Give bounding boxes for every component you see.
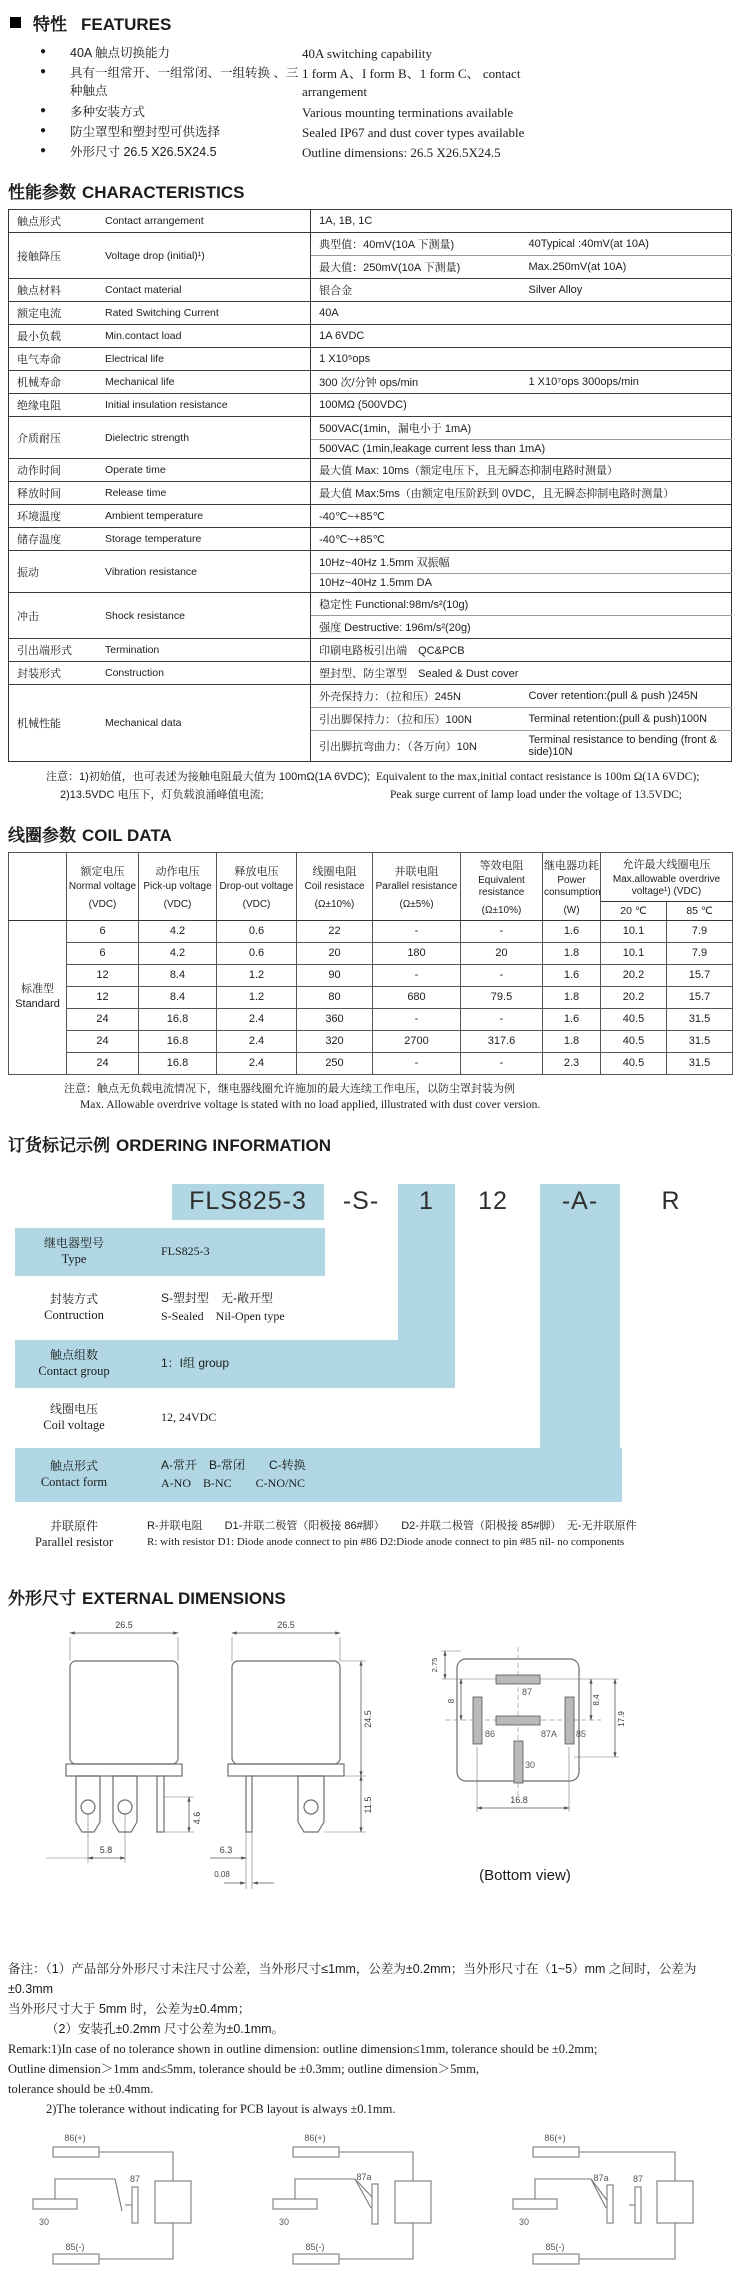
ordering-label-cn: 触点组数 xyxy=(49,1347,98,1362)
dim-label: 16.8 xyxy=(510,1794,528,1805)
coil-cell: 79.5 xyxy=(461,986,543,1008)
bullet-icon: ● xyxy=(40,46,47,57)
coil-cell: 90 xyxy=(297,964,373,986)
coil-title xyxy=(8,821,740,846)
features-title-en: FEATURES xyxy=(81,15,172,34)
feature-item xyxy=(40,104,740,122)
dimensions-title-en: EXTERNAL DIMENSIONS xyxy=(82,1588,286,1608)
coil-note-en: Max. Allowable overdrive voltage is stated with no load applied, illustrated with dust cover version. xyxy=(80,1099,541,1112)
coil-cell: 16.8 xyxy=(139,1030,217,1052)
feature-cn: 40A 触点切换能力 xyxy=(70,46,171,60)
note-cn: 2)13.5VDC 电压下，灯负载浪涌峰值电流; xyxy=(60,788,264,801)
char-row xyxy=(9,279,732,302)
char-value: 100MΩ (500VDC) xyxy=(311,394,732,417)
feature-en: 1 form A、I form B、1 form C、 contact arrangement xyxy=(302,66,521,100)
coil-cell: 2.4 xyxy=(217,1008,297,1030)
char-value: 引出脚抗弯曲力：（各万向）10N xyxy=(311,731,521,762)
char-value: 最大值 Max: 10ms（额定电压下，且无瞬态抑制电路时测量） xyxy=(311,459,732,482)
ordering-value-en: R: with resistor D1: Diode anode connect to pin #86 D2:Diode anode connect to pin #85 nil- no components xyxy=(147,1535,625,1548)
coil-row xyxy=(9,1052,733,1074)
char-value: 40A xyxy=(311,302,732,325)
coil-title-en: COIL DATA xyxy=(82,825,172,845)
ordering-value-en: A-NO B-NC C-NO/NC xyxy=(161,1475,306,1490)
ordering-label-en: Coil voltage xyxy=(43,1418,105,1433)
ordering-value: 12, 24VDC xyxy=(161,1409,217,1424)
coil-header: 释放电压 Drop-out voltage (VDC) xyxy=(217,852,297,920)
dim-label: 4.6 xyxy=(192,1811,202,1824)
char-row xyxy=(9,210,732,233)
char-row xyxy=(9,685,732,708)
coil-cell: - xyxy=(373,920,461,942)
coil-cell: 22 xyxy=(297,920,373,942)
char-label: 封装形式 Construction xyxy=(9,662,311,685)
char-row xyxy=(9,394,732,417)
coil-subheader-20c: 20 ℃ xyxy=(601,901,667,920)
char-row xyxy=(9,551,732,574)
coil-cell: 1.8 xyxy=(543,1030,601,1052)
ordering-value: 1：I组 group xyxy=(161,1355,230,1370)
coil-cell: 10.1 xyxy=(601,942,667,964)
char-value: 300 次/分钟 ops/min xyxy=(311,371,521,394)
remark-line: 当外形尺寸大于 5mm 时，公差为±0.4mm； xyxy=(8,2001,251,2016)
ordering-diagram xyxy=(0,1170,740,1568)
coil-header-overdrive: 允许最大线圈电压 Max.allowable overdrive voltage¹) (VDC) xyxy=(601,852,733,901)
coil-header: 线圈电阻 Coil resistace (Ω±10%) xyxy=(297,852,373,920)
characteristics-notes xyxy=(46,769,740,805)
coil-cell: 12 xyxy=(67,986,139,1008)
coil-header: 等效电阻 Equivalent resistance (Ω±10%) xyxy=(461,852,543,920)
char-row xyxy=(9,325,732,348)
char-row xyxy=(9,348,732,371)
char-value: 500VAC (1min,leakage current less than 1mA) xyxy=(311,440,732,459)
coil-cell: 24 xyxy=(67,1030,139,1052)
coil-cell: - xyxy=(461,964,543,986)
ordering-value-en: S-Sealed Nil-Open type xyxy=(161,1308,285,1323)
coil-cell: 320 xyxy=(297,1030,373,1052)
coil-row xyxy=(9,920,733,942)
note-cn: 注意：1)初始值，也可表述为接触电阻最大值为 100mΩ(1A 6VDC); xyxy=(46,771,371,784)
terminal-label: 86(+) xyxy=(544,2132,566,2143)
char-value: 500VAC(1min，漏电小于 1mA) xyxy=(311,417,732,440)
char-label: 绝缘电阻 Initial insulation resistance xyxy=(9,394,311,417)
char-value: 外壳保持力：（拉和压）245N xyxy=(311,685,521,708)
char-row xyxy=(9,417,732,440)
ordering-value: S-塑封型 无-敞开型 xyxy=(161,1291,273,1306)
bottom-view-caption: (Bottom view) xyxy=(479,1866,571,1884)
char-value: 40Typical :40mV(at 10A) xyxy=(521,233,732,256)
terminal-label: 85(-) xyxy=(65,2241,85,2252)
terminal-label: 85(-) xyxy=(545,2241,565,2252)
note-en: Equivalent to the max,initial contact resistance is 100m Ω(1A 6VDC); xyxy=(376,771,700,784)
dim-label: 26.5 xyxy=(115,1619,133,1630)
coil-cell: 40.5 xyxy=(601,1052,667,1074)
char-value: Terminal retention:(pull & push)100N xyxy=(521,708,732,731)
square-bullet-icon xyxy=(10,17,21,28)
coil-cell: 250 xyxy=(297,1052,373,1074)
char-value: 1A, 1B, 1C xyxy=(311,210,732,233)
characteristics-table xyxy=(8,209,732,762)
coil-table xyxy=(8,852,733,1075)
coil-group-label: 标准型 Standard xyxy=(9,920,67,1074)
feature-en: Sealed IP67 and dust cover types available xyxy=(302,124,525,140)
remark-line: （2）安装孔±0.2mm 尺寸公差为±0.1mm。 xyxy=(46,2021,285,2036)
char-label: 最小负载 Min.contact load xyxy=(9,325,311,348)
coil-cell: 180 xyxy=(373,942,461,964)
dim-label: 24.5 xyxy=(363,1709,373,1728)
coil-cell: 6 xyxy=(67,920,139,942)
coil-cell: 12 xyxy=(67,964,139,986)
remark-line: Remark:1)In case of no tolerance shown in outline dimension: outline dimension≤1mm, tolerance should be ±0.2mm; xyxy=(8,2041,598,2056)
bullet-icon: ● xyxy=(40,66,47,78)
ordering-code-contact-group: 1 xyxy=(398,1184,455,1220)
ordering-row-parallel-resistor xyxy=(15,1508,727,1562)
coil-cell: 2.3 xyxy=(543,1052,601,1074)
ordering-label-cn: 线圈电压 xyxy=(49,1401,98,1416)
ordering-label-en: Contruction xyxy=(44,1308,104,1323)
coil-cell: 0.6 xyxy=(217,920,297,942)
coil-header-row xyxy=(9,852,733,901)
char-row xyxy=(9,505,732,528)
terminal-label: 86(+) xyxy=(64,2132,86,2143)
char-value: 引出脚保持力：（拉和压）100N xyxy=(311,708,521,731)
coil-cell: 7.9 xyxy=(667,942,733,964)
char-label: 释放时间 Release time xyxy=(9,482,311,505)
ordering-value: A-常开 B-常闭 C-转换 xyxy=(161,1458,306,1473)
coil-cell: 15.7 xyxy=(667,964,733,986)
coil-cell: 1.6 xyxy=(543,964,601,986)
ordering-code-construction: -S- xyxy=(342,1187,380,1215)
char-label: 机械寿命 Mechanical life xyxy=(9,371,311,394)
char-value: 1A 6VDC xyxy=(311,325,732,348)
ordering-title xyxy=(8,1131,740,1156)
char-value: 稳定性 Functional:98m/s²(10g) xyxy=(311,593,732,616)
coil-header: 继电器功耗 Power consumption (W) xyxy=(543,852,601,920)
pin-label: 87A xyxy=(541,1728,558,1739)
char-label: 振动 Vibration resistance xyxy=(9,551,311,593)
ordering-code-type: FLS825-3 xyxy=(172,1184,324,1220)
coil-row xyxy=(9,1008,733,1030)
remark-block xyxy=(8,1959,740,2119)
terminal-label: 87a xyxy=(593,2172,609,2183)
coil-cell: 40.5 xyxy=(601,1008,667,1030)
ordering-row-type xyxy=(15,1228,325,1276)
char-row xyxy=(9,528,732,551)
coil-header: 额定电压 Normal voltage (VDC) xyxy=(67,852,139,920)
ordering-label-cn: 继电器型号 xyxy=(43,1235,104,1250)
coil-cell: 80 xyxy=(297,986,373,1008)
char-value: 强度 Destructive: 196m/s²(20g) xyxy=(311,616,732,639)
dimensions-title-cn: 外形尺寸 xyxy=(8,1588,76,1608)
feature-item xyxy=(40,144,740,162)
coil-cell: 1.6 xyxy=(543,1008,601,1030)
dim-label: 8.4 xyxy=(592,1693,601,1706)
ordering-label-cn: 触点形式 xyxy=(49,1458,98,1473)
dimensions-title xyxy=(8,1584,740,1609)
feature-en: Outline dimensions: 26.5 X26.5X24.5 xyxy=(302,144,501,160)
ordering-label-en: Parallel resistor xyxy=(34,1535,114,1550)
pin-label: 86 xyxy=(485,1728,496,1739)
wiring-diagram-form-a xyxy=(25,2129,235,2269)
coil-cell: 20 xyxy=(297,942,373,964)
coil-cell: - xyxy=(461,920,543,942)
coil-cell: 16.8 xyxy=(139,1052,217,1074)
note-en: Peak surge current of lamp load under the voltage of 13.5VDC; xyxy=(390,788,683,801)
dim-label: 6.3 xyxy=(219,1844,233,1855)
pin-label: 87 xyxy=(522,1686,533,1697)
coil-cell: 31.5 xyxy=(667,1030,733,1052)
coil-header: 动作电压 Pick-up voltage (VDC) xyxy=(139,852,217,920)
front-view-drawing xyxy=(40,1615,210,1930)
coil-cell: 1.8 xyxy=(543,942,601,964)
characteristics-title-en: CHARACTERISTICS xyxy=(82,183,245,203)
coil-cell: 1.2 xyxy=(217,986,297,1008)
side-view-drawing xyxy=(198,1615,378,1930)
char-row xyxy=(9,233,732,256)
coil-cell: 680 xyxy=(373,986,461,1008)
feature-cn: 防尘罩型和塑封型可供选择 xyxy=(70,124,221,139)
dim-label: 11.5 xyxy=(363,1796,373,1813)
char-value: Silver Alloy xyxy=(521,279,732,302)
coil-cell: 360 xyxy=(297,1008,373,1030)
feature-item xyxy=(40,45,740,63)
coil-cell: 24 xyxy=(67,1052,139,1074)
dim-label: 5.8 xyxy=(99,1844,113,1855)
char-value: 最大值：250mV(10A 下测量) xyxy=(311,256,521,279)
coil-cell: 20.2 xyxy=(601,986,667,1008)
feature-en: 40A switching capability xyxy=(302,46,432,61)
coil-cell: 317.6 xyxy=(461,1030,543,1052)
coil-cell: 4.2 xyxy=(139,920,217,942)
terminal-label: 87 xyxy=(129,2173,141,2184)
char-label: 额定电流 Rated Switching Current xyxy=(9,302,311,325)
remark-line: 备注：（1）产品部分外形尺寸未注尺寸公差，当外形尺寸≤1mm，公差为±0.2mm；当外形尺寸在（1~5）mm 之间时，公差为±0.3mm xyxy=(8,1961,697,1996)
coil-title-cn: 线圈参数 xyxy=(8,825,76,845)
coil-cell: 31.5 xyxy=(667,1008,733,1030)
features-title-cn: 特性 xyxy=(33,15,67,34)
coil-note-cn: 注意：触点无负载电流情况下，继电器线圈允许施加的最大连续工作电压，以防尘罩封装为例 xyxy=(64,1082,515,1095)
coil-row xyxy=(9,964,733,986)
ordering-label-cn: 并联原件 xyxy=(49,1518,98,1533)
coil-subheader-85c: 85 ℃ xyxy=(667,901,733,920)
char-value: -40℃~+85℃ xyxy=(311,528,732,551)
pin-label: 30 xyxy=(525,1759,536,1770)
coil-cell: 4.2 xyxy=(139,942,217,964)
char-value: 10Hz~40Hz 1.5mm DA xyxy=(311,574,732,593)
feature-cn: 具有一组常开、一组常闭、一组转换 、三种触点 xyxy=(70,66,299,98)
features-list xyxy=(0,45,740,162)
char-value: Max.250mV(at 10A) xyxy=(521,256,732,279)
char-label: 触点形式 Contact arrangement xyxy=(9,210,311,233)
ordering-row-contact-group xyxy=(15,1340,455,1388)
char-row xyxy=(9,371,732,394)
terminal-label: 30 xyxy=(39,2216,50,2227)
terminal-label: 30 xyxy=(519,2216,530,2227)
coil-cell: 1.2 xyxy=(217,964,297,986)
char-label: 引出端形式 Termination xyxy=(9,639,311,662)
feature-en: Various mounting terminations available xyxy=(302,104,514,120)
char-row xyxy=(9,593,732,616)
char-value: 最大值 Max:5ms（由额定电压阶跃到 0VDC，且无瞬态抑制电路时测量） xyxy=(311,482,732,505)
ordering-row-construction xyxy=(15,1282,635,1334)
feature-cn: 外形尺寸 26.5 X26.5X24.5 xyxy=(70,144,217,159)
char-value: 印刷电路板引出端 QC&PCB xyxy=(311,639,732,662)
terminal-label: 85(-) xyxy=(305,2241,325,2252)
char-value: Terminal resistance to bending (front & side)10N xyxy=(521,731,732,762)
char-value: 1 X10⁵ops xyxy=(311,348,732,371)
coil-cell: 31.5 xyxy=(667,1052,733,1074)
bullet-icon: ● xyxy=(40,144,47,156)
coil-cell: 20 xyxy=(461,942,543,964)
coil-cell: 24 xyxy=(67,1008,139,1030)
char-value: 典型值：40mV(10A 下测量) xyxy=(311,233,521,256)
coil-row xyxy=(9,1030,733,1052)
coil-cell: - xyxy=(461,1052,543,1074)
char-label: 动作时间 Operate time xyxy=(9,459,311,482)
coil-cell: 0.6 xyxy=(217,942,297,964)
coil-cell: 2.4 xyxy=(217,1030,297,1052)
coil-cell: - xyxy=(373,1052,461,1074)
char-value: -40℃~+85℃ xyxy=(311,505,732,528)
char-label: 触点材料 Contact material xyxy=(9,279,311,302)
feature-item xyxy=(40,65,740,101)
remark-line: 2)The tolerance without indicating for PCB layout is always ±0.1mm. xyxy=(46,2101,396,2116)
dim-label: 8 xyxy=(447,1698,456,1703)
ordering-label-en: Contact group xyxy=(38,1364,110,1379)
coil-cell: 20.2 xyxy=(601,964,667,986)
coil-header: 并联电阻 Parallel resistance (Ω±5%) xyxy=(373,852,461,920)
remark-line: tolerance should be ±0.4mm. xyxy=(8,2081,154,2096)
ordering-value: R-并联电阻 D1-并联二极管（阳极接 86#脚） D2-并联二极管（阳极接 85#脚） 无-无并联原件 xyxy=(147,1519,637,1532)
ordering-row-contact-form xyxy=(15,1448,622,1502)
terminal-label: 86(+) xyxy=(304,2132,326,2143)
terminal-label: 87a xyxy=(356,2171,372,2182)
coil-cell: 1.6 xyxy=(543,920,601,942)
coil-cell: 8.4 xyxy=(139,986,217,1008)
remark-line: Outline dimension＞1mm and≤5mm, tolerance should be ±0.3mm; outline dimension＞5mm, xyxy=(8,2061,479,2076)
coil-cell: - xyxy=(373,964,461,986)
char-row xyxy=(9,459,732,482)
bottom-view-drawing xyxy=(405,1637,645,1862)
coil-row xyxy=(9,942,733,964)
char-label: 冲击 Shock resistance xyxy=(9,593,311,639)
feature-item xyxy=(40,124,740,142)
features-header xyxy=(10,10,740,35)
char-label: 介质耐压 Dielectric strength xyxy=(9,417,311,459)
coil-cell: 40.5 xyxy=(601,1030,667,1052)
char-label: 环境温度 Ambient temperature xyxy=(9,505,311,528)
wiring-diagram-form-b xyxy=(265,2129,475,2269)
coil-cell: - xyxy=(373,1008,461,1030)
coil-cell: 2.4 xyxy=(217,1052,297,1074)
ordering-title-en: ORDERING INFORMATION xyxy=(116,1135,332,1155)
char-value: 1 X10⁷ops 300ops/min xyxy=(521,371,732,394)
coil-cell: - xyxy=(461,1008,543,1030)
feature-cn: 多种安装方式 xyxy=(70,104,146,119)
char-value: 银合金 xyxy=(311,279,521,302)
dim-label: 2.75 xyxy=(430,1657,439,1672)
coil-cell: 10.1 xyxy=(601,920,667,942)
coil-cell: 16.8 xyxy=(139,1008,217,1030)
char-row xyxy=(9,482,732,505)
char-value: Cover retention:(pull & push )245N xyxy=(521,685,732,708)
coil-note xyxy=(64,1081,740,1115)
coil-row xyxy=(9,986,733,1008)
char-label: 储存温度 Storage temperature xyxy=(9,528,311,551)
char-row xyxy=(9,639,732,662)
bullet-icon: ● xyxy=(40,104,47,116)
characteristics-title-cn: 性能参数 xyxy=(8,183,76,203)
ordering-title-cn: 订货标记示例 xyxy=(8,1135,110,1155)
dim-label: 0.08 xyxy=(214,1869,230,1879)
pin-label: 85 xyxy=(576,1728,587,1739)
char-value: 塑封型、防尘罩型 Sealed & Dust cover xyxy=(311,662,732,685)
dim-label: 26.5 xyxy=(277,1619,295,1630)
ordering-code-contact-form: -A- xyxy=(540,1184,620,1220)
terminal-label: 30 xyxy=(279,2216,290,2227)
wiring-diagrams xyxy=(0,2123,740,2271)
ordering-label-en: Type xyxy=(61,1252,87,1267)
char-row xyxy=(9,662,732,685)
char-row xyxy=(9,302,732,325)
ordering-connector-bar xyxy=(540,1220,620,1448)
dimension-drawings xyxy=(0,1615,740,1945)
ordering-label-en: Contact form xyxy=(40,1475,108,1490)
coil-cell: 6 xyxy=(67,942,139,964)
terminal-label: 87 xyxy=(632,2173,644,2184)
char-label: 电气寿命 Electrical life xyxy=(9,348,311,371)
char-label: 接触降压 Voltage drop (initial)¹) xyxy=(9,233,311,279)
dim-label: 17.9 xyxy=(617,1710,626,1727)
ordering-code-coil-voltage: 12 xyxy=(478,1187,508,1215)
char-label: 机械性能 Mechanical data xyxy=(9,685,311,762)
coil-header-empty xyxy=(9,852,67,920)
characteristics-title xyxy=(8,178,740,203)
coil-cell: 2700 xyxy=(373,1030,461,1052)
bullet-icon: ● xyxy=(40,124,47,136)
ordering-code-parallel: R xyxy=(661,1187,681,1215)
wiring-diagram-form-c xyxy=(505,2129,715,2269)
coil-cell: 15.7 xyxy=(667,986,733,1008)
char-value: 10Hz~40Hz 1.5mm 双振幅 xyxy=(311,551,732,574)
ordering-value: FLS825-3 xyxy=(161,1243,210,1258)
ordering-row-coil-voltage xyxy=(15,1394,515,1442)
coil-cell: 7.9 xyxy=(667,920,733,942)
coil-cell: 1.8 xyxy=(543,986,601,1008)
coil-cell: 8.4 xyxy=(139,964,217,986)
ordering-label-cn: 封装方式 xyxy=(49,1291,98,1306)
